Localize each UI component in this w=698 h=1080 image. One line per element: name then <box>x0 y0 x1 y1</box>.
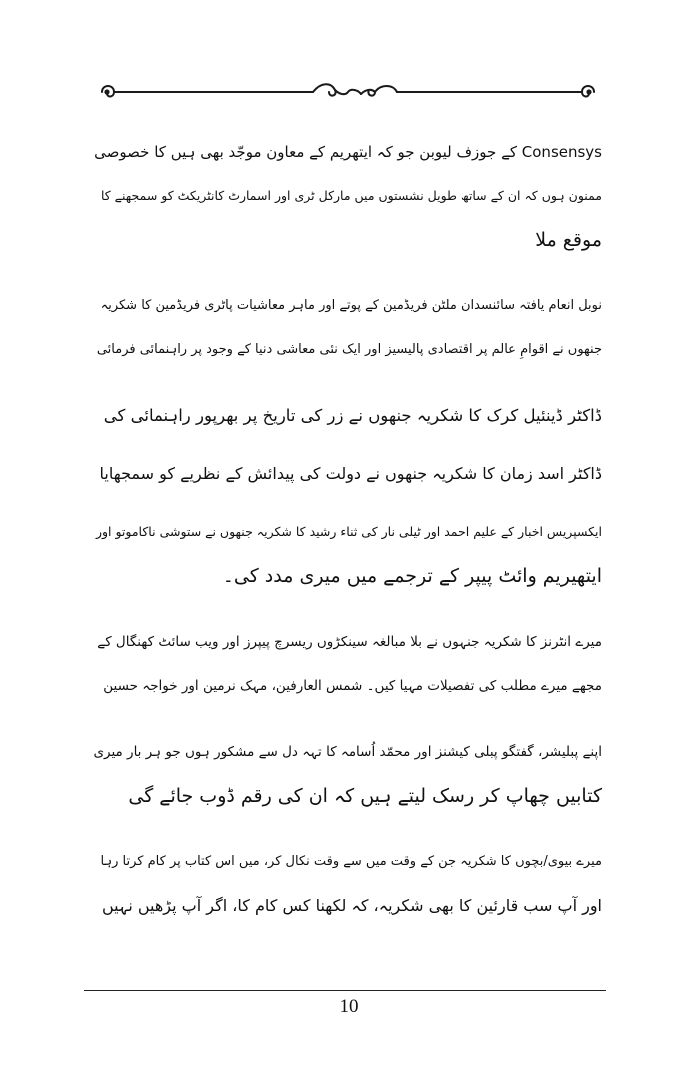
paragraph-friedman <box>92 284 602 372</box>
text-line: ایکسپریس اخبار کے علیم احمد اور ٹیلی نار کی ثناء رشید کا شکریہ جنھوں نے ستوشی ناکاموتو اور <box>95 524 602 539</box>
paragraph-zaman <box>92 452 602 496</box>
text-line: میرے بیوی/بچوں کا شکریہ جن کے وقت میں سے وقت نکال کر، میں اس کتاب پر کام کرتا رہا <box>100 854 602 869</box>
paragraph-family <box>92 840 602 928</box>
text-line: ڈاکٹر ڈینئیل کرک کا شکریہ جنھوں نے زر کی تاریخ پر بھرپور راہنمائی کی <box>103 406 602 425</box>
footer-divider <box>84 990 606 991</box>
page-number: 10 <box>339 996 359 1017</box>
text-line: ڈاکٹر اسد زمان کا شکریہ جنھوں نے دولت کی پیدائش کے نظریے کو سمجھایا <box>99 464 602 483</box>
text-line: ایتھیریم وائٹ پیپر کے ترجمے میں میری مدد کی۔ <box>222 565 602 587</box>
text-line: نوبل انعام یافتہ سائنسدان ملٹن فریڈمین کے پوتے اور ماہر معاشیات پاٹری فریڈمین کا شکریہ <box>100 298 602 313</box>
text-line: موقع ملا <box>535 229 602 251</box>
text-line: ممنون ہوں کہ ان کے ساتھ طویل نشستوں میں مارکل ٹری اور اسمارٹ کانٹریکٹ کو سمجھنے کا <box>100 188 602 203</box>
text-line: جنھوں نے اقوامِ عالم پر اقتصادی پالیسیز اور ایک نئی معاشی دنیا کے وجود پر راہنمائی فرمائی <box>96 342 602 357</box>
text-line: میرے انٹرنز کا شکریہ جنہوں نے بلا مبالغہ سینکڑوں ریسرچ پیپرز اور ویب سائٹ کھنگال کے <box>97 634 602 650</box>
text-line: اور آپ سب قارئین کا بھی شکریہ، کہ لکھنا کس کام کا، اگر آپ پڑھیں نہیں <box>101 896 602 915</box>
paragraph-interns <box>92 620 602 708</box>
acknowledgements-body <box>92 130 602 950</box>
paragraph-consensys <box>92 130 602 262</box>
scroll-flourish-divider-icon <box>88 74 608 110</box>
paragraph-publisher <box>92 730 602 818</box>
text-line: اپنے پبلیشر، گفتگو پبلی کیشنز اور محمّد اُسامہ کا تہہ دل سے مشکور ہوں جو ہر بار میری <box>93 744 602 760</box>
paragraph-kirk <box>92 394 602 438</box>
text-line: مجھے میرے مطلب کی تفصیلات مہیا کیں۔ شمس العارفین، مہک نرمین اور خواجہ حسین <box>103 678 602 694</box>
paragraph-express <box>92 510 602 598</box>
text-line: کتابیں چھاپ کر رسک لیتے ہیں کہ ان کی رقم ڈوب جائے گی <box>128 785 602 807</box>
text-line: Consensys کے جوزف لیوبن جو کہ ایتھریم کے معاون موجّد بھی ہیں کا خصوصی <box>94 143 602 161</box>
